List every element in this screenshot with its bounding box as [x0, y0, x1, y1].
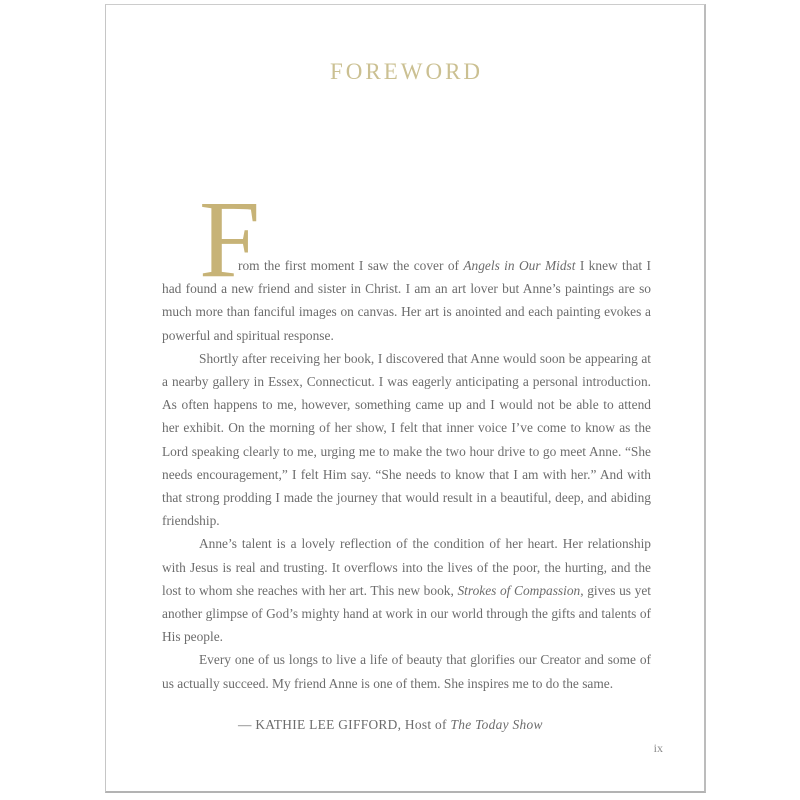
paragraph: Anne’s talent is a lovely reflection of the condition of her heart. Her relationship with Jesus is real and trusting. It overflows into the lives of the poor, the hurting, and the lost to whom she reaches with her art. This new book, Strokes of Compassion, gives us yet another glimpse of God’s mighty hand at work in our world through the gifts and talents of His people. [162, 536, 651, 645]
attribution-line: — KATHIE LEE GIFFORD, Host of The Today Show [238, 716, 543, 732]
paragraph: Shortly after receiving her book, I discovered that Anne would soon be appearing at a nearby gallery in Essex, Connecticut. I was eagerly anticipating a personal introduction. As often happens to me, however, something came up and I would not be able to attend her exhibit. On the morning of her show, I felt that inner voice I’ve come to know as the Lord speaking clearly to me, urging me to make the two hour drive to go meet Anne. “She needs encouragement,” I felt Him say. “She needs to know that I am with her.” And with that strong prodding I made the journey that would result in a beautiful, deep, and abiding friendship. [162, 350, 651, 529]
paragraph: Every one of us longs to live a life of beauty that glorifies our Creator and some of us actually succeed. My friend Anne is one of them. She inspires me to do the same. [162, 652, 651, 691]
page-title: FOREWORD [329, 59, 484, 84]
foreword-body [162, 178, 651, 736]
book-page-frame [105, 4, 706, 793]
page-number: ix [653, 741, 663, 755]
drop-cap-letter: F [199, 178, 261, 300]
paragraph: rom the first moment I saw the cover of Angels in Our Midst I knew that I had found a new friend and sister in Christ. I am an art lover but Anne’s paintings are so much more than fanciful images on canvas. Her art is anointed and each painting evokes a powerful and spiritual response. [162, 258, 651, 343]
